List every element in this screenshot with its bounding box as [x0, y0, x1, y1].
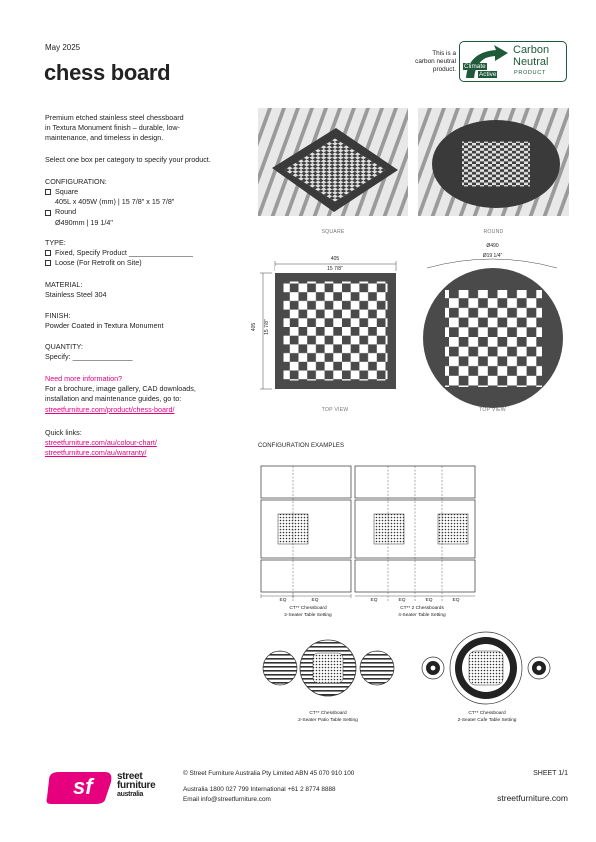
square-height-in: 15 7/8": [264, 319, 270, 335]
configuration-section: CONFIGURATION: Square 405L x 405W (mm) | 15 7/8" x 15 7/8" Round Ø490mm | 19 1/4": [45, 177, 245, 228]
info-section: Need more information? For a brochure, image gallery, CAD downloads, installation and maintenance guides, go to: streetfurniture.com/product/chess-board/: [45, 374, 255, 415]
page-title: chess board: [44, 60, 171, 85]
checkbox[interactable]: [45, 189, 51, 195]
config-caption-2: CT** 2 Chessboards 4-Seater Table Setting: [398, 606, 446, 618]
config-option-square[interactable]: Square: [45, 187, 245, 197]
sheet-number: SHEET 1/1: [533, 770, 568, 777]
eq-label: EQ: [311, 598, 319, 603]
eq-label: EQ: [452, 598, 460, 603]
material-section: MATERIAL: Stainless Steel 304: [45, 280, 107, 299]
type-option-fixed[interactable]: Fixed, Specify Product ________________: [45, 248, 245, 258]
eq-label: EQ: [398, 598, 406, 603]
eq-label: EQ: [425, 598, 433, 603]
instruction: Select one box per category to specify your product.: [45, 155, 211, 164]
checkbox[interactable]: [45, 250, 51, 256]
round-dia-in: Ø19 1/4": [482, 253, 503, 259]
square-photo-caption: SQUARE: [321, 229, 345, 235]
round-photo-caption: ROUND: [483, 229, 504, 235]
product-description: Premium etched stainless steel chessboard in Textura Monument finish – durable, low- maintenance, and timeless in design.: [45, 113, 184, 143]
checkbox[interactable]: [45, 260, 51, 266]
round-photo: [418, 108, 569, 216]
product-link[interactable]: streetfurniture.com/product/chess-board/: [45, 404, 175, 414]
square-width-mm: 405: [330, 256, 340, 262]
quantity-field[interactable]: Specify: _______________: [45, 352, 133, 361]
square-width-in: 15 7/8": [275, 266, 395, 272]
street-furniture-logo[interactable]: sf street furniture australia: [45, 770, 175, 806]
config-caption-4: CT** Chessboard 2-Seater Cafe Table Setting: [457, 711, 517, 723]
type-section: TYPE: Fixed, Specify Product ________________ Loose (For Retrofit on Site): [45, 238, 245, 268]
checkbox[interactable]: [45, 210, 51, 216]
warranty-link[interactable]: streetfurniture.com/au/warranty/: [45, 448, 147, 458]
round-chessboard-render: [418, 108, 569, 216]
phone-numbers: Australia 1800 027 799 International +61 2 8774 8888: [183, 786, 336, 793]
quantity-section: QUANTITY: Specify: _______________: [45, 342, 133, 361]
carbon-neutral-badge: Climate Active Carbon Neutral PRODUCT: [459, 41, 567, 82]
config-caption-3: CT** Chessboard 2-Seater Patio Table Setting: [298, 711, 358, 723]
date: May 2025: [45, 43, 81, 52]
config-option-round[interactable]: Round: [45, 207, 245, 217]
config-caption-1: CT** Chessboard 2-Seater Table Setting: [284, 606, 332, 618]
square-height-mm: 405: [251, 322, 257, 332]
quick-links: Quick links: streetfurniture.com/au/colour-chart/ streetfurniture.com/au/warranty/: [45, 428, 255, 459]
website-link[interactable]: streetfurniture.com: [497, 793, 568, 803]
copyright: © Street Furniture Australia Pty Limited ABN 45 070 910 100: [183, 770, 355, 777]
email: Email info@streetfurniture.com: [183, 796, 271, 803]
square-photo: [258, 108, 408, 216]
colour-chart-link[interactable]: streetfurniture.com/au/colour-chart/: [45, 438, 157, 448]
eq-label: EQ: [279, 598, 287, 603]
config-examples-drawings: [258, 462, 578, 718]
carbon-note: This is a carbon neutral product.: [415, 50, 456, 73]
round-topview-caption: TOP VIEW: [479, 407, 506, 413]
round-dia-mm: Ø490: [486, 243, 499, 249]
eq-label: EQ: [370, 598, 378, 603]
square-chessboard-render: [258, 108, 408, 216]
config-examples-heading: CONFIGURATION EXAMPLES: [258, 443, 345, 449]
finish-section: FINISH: Powder Coated in Textura Monument: [45, 311, 164, 330]
square-topview-caption: TOP VIEW: [321, 407, 349, 413]
type-option-loose[interactable]: Loose (For Retrofit on Site): [45, 258, 245, 268]
